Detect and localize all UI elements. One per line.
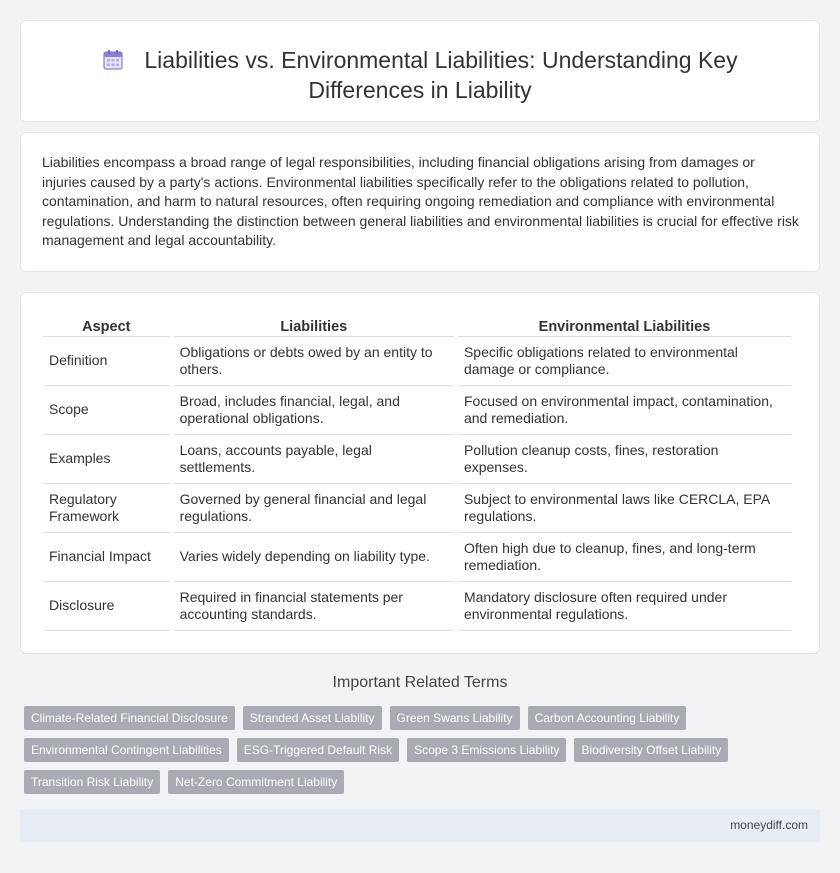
page-title [21, 45, 819, 105]
related-terms-list [24, 706, 824, 802]
intro-card [20, 132, 820, 272]
calendar-icon [102, 49, 124, 71]
related-term-tag[interactable]: Biodiversity Offset Liability [574, 738, 728, 762]
row-environmental: Mandatory disclosure often required under environmental regulations. [458, 582, 791, 631]
row-environmental: Often high due to cleanup, fines, and long-term remediation. [458, 533, 791, 582]
row-environmental: Focused on environmental impact, contamination, and remediation. [458, 386, 791, 435]
related-term-tag[interactable]: Green Swans Liability [390, 706, 520, 730]
row-aspect: Examples [43, 435, 170, 484]
table-row [43, 484, 791, 533]
related-term-tag[interactable]: Scope 3 Emissions Liability [407, 738, 566, 762]
related-term-tag[interactable]: Environmental Contingent Liabilities [24, 738, 229, 762]
row-environmental: Subject to environmental laws like CERCLA, EPA regulations. [458, 484, 791, 533]
table-header-row [43, 311, 791, 337]
comparison-table-card [20, 292, 820, 654]
row-liabilities: Obligations or debts owed by an entity to others. [174, 337, 454, 386]
related-term-tag[interactable]: Stranded Asset Liability [243, 706, 382, 730]
row-aspect: Regulatory Framework [43, 484, 170, 533]
row-liabilities: Required in financial statements per accounting standards. [174, 582, 454, 631]
row-liabilities: Varies widely depending on liability type. [174, 533, 454, 582]
page-title-text: Liabilities vs. Environmental Liabilities: Understanding Key Differences in Liability [144, 47, 738, 103]
table-row [43, 435, 791, 484]
title-card [20, 20, 820, 122]
header-environmental-liabilities: Environmental Liabilities [458, 311, 791, 337]
row-environmental: Pollution cleanup costs, fines, restoration expenses. [458, 435, 791, 484]
table-row [43, 582, 791, 631]
footer [20, 809, 820, 842]
header-liabilities: Liabilities [174, 311, 454, 337]
table-row [43, 386, 791, 435]
row-aspect: Financial Impact [43, 533, 170, 582]
row-aspect: Disclosure [43, 582, 170, 631]
related-term-tag[interactable]: Net-Zero Commitment Liability [168, 770, 344, 794]
row-aspect: Scope [43, 386, 170, 435]
row-liabilities: Broad, includes financial, legal, and operational obligations. [174, 386, 454, 435]
row-liabilities: Loans, accounts payable, legal settlements. [174, 435, 454, 484]
related-terms-title: Important Related Terms [332, 674, 508, 691]
comparison-table [39, 311, 795, 631]
row-liabilities: Governed by general financial and legal regulations. [174, 484, 454, 533]
row-environmental: Specific obligations related to environmental damage or compliance. [458, 337, 791, 386]
table-row [43, 337, 791, 386]
related-term-tag[interactable]: Transition Risk Liability [24, 770, 160, 794]
intro-paragraph: Liabilities encompass a broad range of legal responsibilities, including financial obligations arising from damages or injuries caused by a party's actions. Environmental liabilities specifically refer to the obligations related to pollution, contamination, and harm to natural resources, often requiring ongoing remediation and compliance with environmental regulations. Understanding the distinction between general liabilities and environmental liabilities is crucial for effective risk management and legal accountability. [42, 154, 799, 248]
related-term-tag[interactable]: Climate-Related Financial Disclosure [24, 706, 235, 730]
header-aspect: Aspect [43, 311, 170, 337]
related-term-tag[interactable]: ESG-Triggered Default Risk [237, 738, 399, 762]
row-aspect: Definition [43, 337, 170, 386]
table-row [43, 533, 791, 582]
footer-site-link[interactable]: moneydiff.com [730, 818, 808, 832]
related-term-tag[interactable]: Carbon Accounting Liability [528, 706, 687, 730]
